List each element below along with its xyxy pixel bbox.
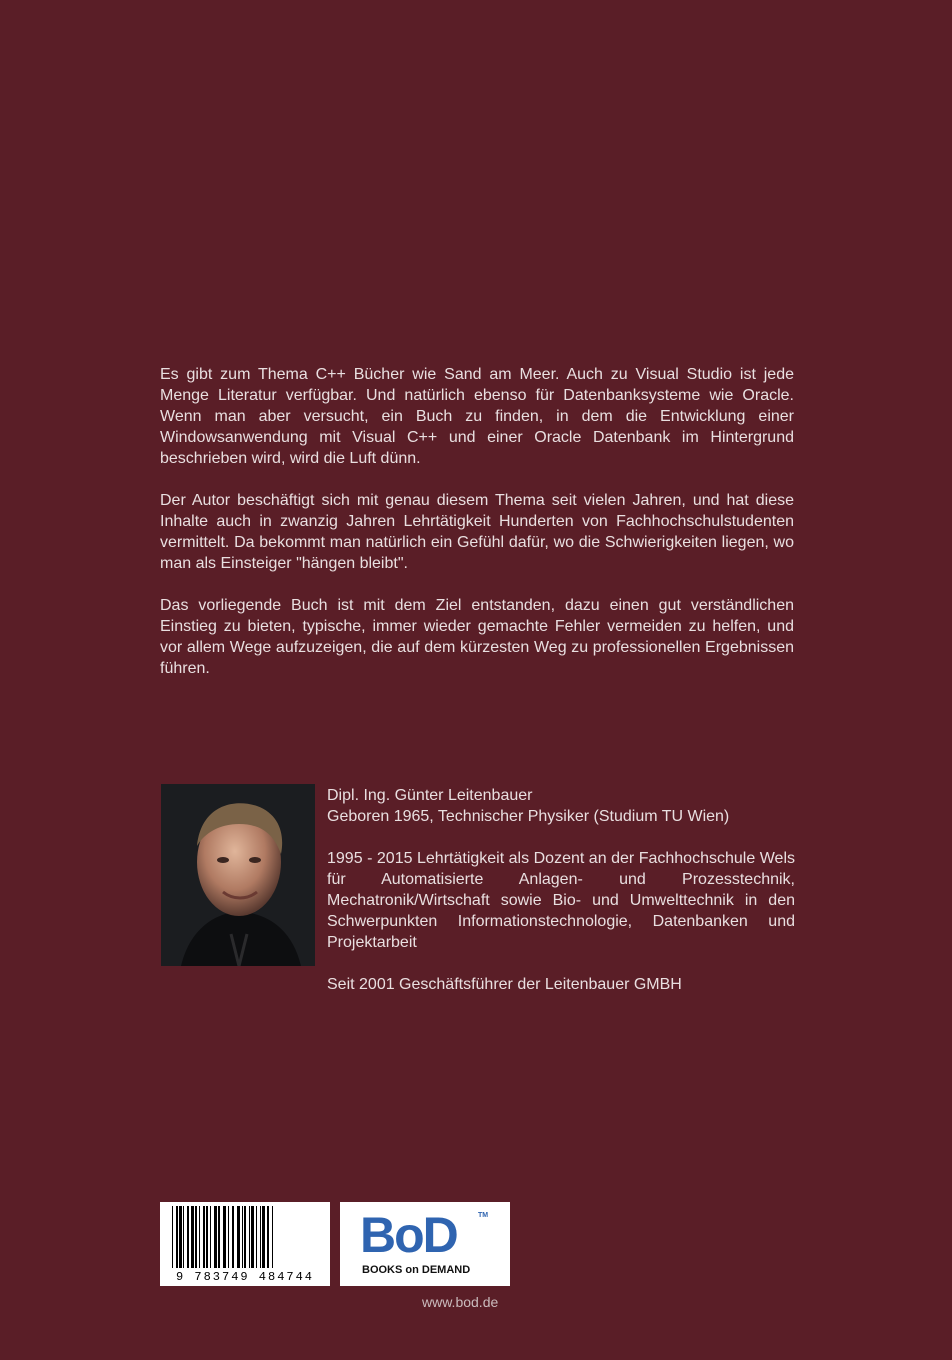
barcode-bar (176, 1206, 178, 1268)
barcode-bar (179, 1206, 182, 1268)
blurb-paragraph-1: Es gibt zum Thema C++ Bücher wie Sand am Meer. Auch zu Visual Studio ist jede Menge Literatur verfügbar. Und natürlich ebenso für Datenbanksysteme wie Oracle. Wenn man aber versucht, ein Buch zu finden, in dem die Entwicklung einer Windowsanwendung mit Visual C++ und einer Oracle Datenbank im Hintergrund beschrieben wird, wird die Luft dünn. (160, 366, 794, 467)
barcode-bar (267, 1206, 269, 1268)
barcode-bar (262, 1206, 265, 1268)
author-born: Geboren 1965, Technischer Physiker (Studium TU Wien) (327, 808, 730, 825)
author-portrait-image (161, 784, 315, 966)
barcode-bar (242, 1206, 243, 1268)
bod-logo-mark: BoD (360, 1207, 457, 1263)
barcode-bar (228, 1206, 229, 1268)
barcode-bar (244, 1206, 246, 1268)
author-photo (161, 784, 315, 966)
barcode-bar (210, 1206, 211, 1268)
barcode-bar (251, 1206, 254, 1268)
barcode-bar (218, 1206, 220, 1268)
barcode-bar (203, 1206, 205, 1268)
barcode-bar (183, 1206, 184, 1268)
publisher-tagline: BOOKS on DEMAND (362, 1264, 471, 1276)
barcode-bar (272, 1206, 273, 1268)
author-bio (327, 785, 795, 1016)
publisher-logo (340, 1202, 510, 1286)
isbn-barcode (160, 1202, 330, 1286)
author-career: 1995 - 2015 Lehrtätigkeit als Dozent an der Fachhochschule Wels für Automatisierte Anlagen- und Prozesstechnik, Mechatronik/Wirtschaft sowie Bio- und Umwelttechnik in den Schwerpunkten Informationstechnologie, Datenbanken und Projektarbeit (327, 850, 795, 951)
back-cover-blurb (160, 364, 794, 700)
barcode-bar (260, 1206, 261, 1268)
barcode-bar (195, 1206, 197, 1268)
barcode-bar (256, 1206, 257, 1268)
blurb-paragraph-2: Der Autor beschäftigt sich mit genau diesem Thema seit vielen Jahren, und hat diese Inhalte auch in zwanzig Jahren Lehrtätigkeit Hunderten von Fachhochschulstudenten vermittelt. Da bekommt man natürlich ein Gefühl dafür, wo die Schwierigkeiten liegen, wo man als Einsteiger "hängen bleibt". (160, 492, 794, 572)
barcode-bar (223, 1206, 226, 1268)
barcode-bar (187, 1206, 189, 1268)
barcode-bar (206, 1206, 208, 1268)
author-company: Seit 2001 Geschäftsführer der Leitenbauer GMBH (327, 976, 682, 993)
blurb-paragraph-3: Das vorliegende Buch ist mit dem Ziel entstanden, dazu einen gut verständlichen Einstieg zu bieten, typische, immer wieder gemachte Fehler vermeiden zu helfen, und vor allem Wege aufzuzeigen, die auf dem kürzesten Weg zu professionellen Ergebnissen führen. (160, 597, 794, 677)
trademark-symbol: TM (478, 1212, 489, 1219)
barcode-bar (232, 1206, 234, 1268)
author-name (327, 785, 795, 827)
barcode-bar (199, 1206, 200, 1268)
barcode-bar (172, 1206, 173, 1268)
barcode-digits: 9 783749 484744 (163, 1270, 327, 1284)
barcode-bar (214, 1206, 217, 1268)
barcode-bar (191, 1206, 194, 1268)
author-name-text: Dipl. Ing. Günter Leitenbauer (327, 787, 533, 804)
barcode-bar (237, 1206, 240, 1268)
publisher-website: www.bod.de (422, 1294, 499, 1310)
barcode-bar (249, 1206, 250, 1268)
